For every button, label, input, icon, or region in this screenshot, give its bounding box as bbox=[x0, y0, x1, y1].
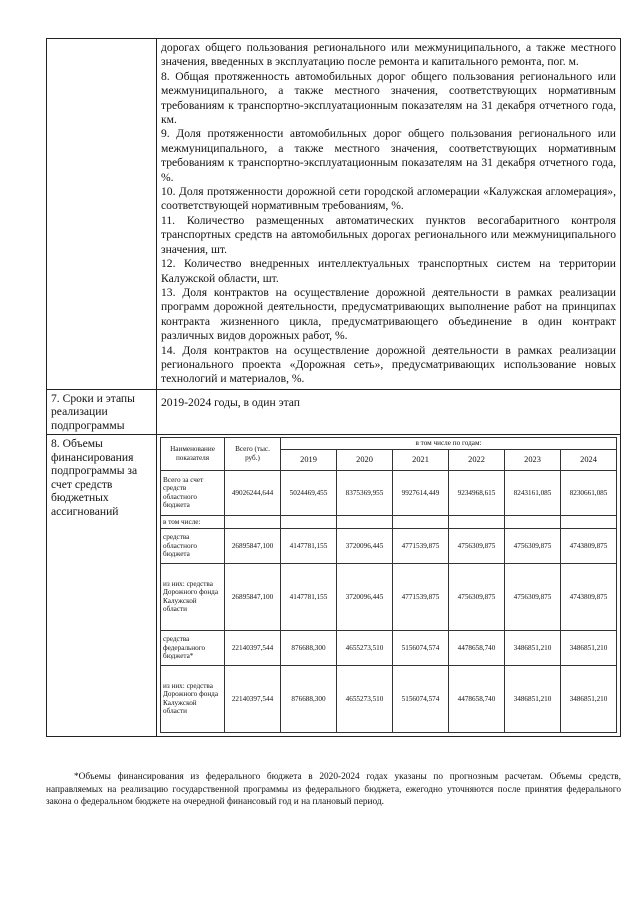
indicator-item-9: 9. Доля протяженности автомобильных дорог общего пользования регионального или межмуниципального, а также местного значения, соответствующих нормативным требованиям к транспортно-эксплуатационным показателям на 31 декабря отчетного года, %. bbox=[161, 127, 616, 184]
finance-row-name: в том числе: bbox=[161, 515, 225, 528]
finance-cell-2022: 4478658,740 bbox=[449, 665, 505, 732]
finance-label: 8. Объемы финансирования подпрограммы за счет средств бюджетных ассигнований bbox=[47, 435, 157, 737]
finance-row-name: средства федерального бюджета* bbox=[161, 630, 225, 665]
finance-cell-2022: 4756309,875 bbox=[449, 528, 505, 563]
finance-cell-2023: 4756309,875 bbox=[505, 563, 561, 630]
finance-cell-2019 bbox=[281, 515, 337, 528]
finance-cell-2022 bbox=[449, 515, 505, 528]
target-indicators-row bbox=[47, 39, 621, 390]
finance-row-total-value: 49026244,644 bbox=[225, 470, 281, 515]
finance-cell-2021: 9927614,449 bbox=[393, 470, 449, 515]
finance-cell-2019: 876688,300 bbox=[281, 630, 337, 665]
finance-header-row-1 bbox=[161, 438, 617, 450]
terms-value: 2019-2024 годы, в один этап bbox=[157, 389, 621, 435]
indicator-item-11: 11. Количество размещенных автоматических пунктов весогабаритного контроля транспортных средств на автомобильных дорогах регионального или межмуниципального значения, шт. bbox=[161, 213, 616, 256]
finance-table bbox=[160, 437, 617, 733]
finance-cell-2019: 4147781,155 bbox=[281, 563, 337, 630]
year-2024-header: 2024 bbox=[561, 449, 617, 470]
finance-row bbox=[47, 435, 621, 737]
indicator-item-10: 10. Доля протяженности дорожной сети городской агломерации «Калужская агломерация», соответствующей нормативным требованиям, %. bbox=[161, 185, 616, 213]
finance-cell-2020: 8375369,955 bbox=[337, 470, 393, 515]
finance-cell-2021: 4771539,875 bbox=[393, 563, 449, 630]
finance-row-name: средства областного бюджета bbox=[161, 528, 225, 563]
finance-cell-2022: 4478658,740 bbox=[449, 630, 505, 665]
finance-cell-2024: 3486851,210 bbox=[561, 630, 617, 665]
finance-cell-2022: 9234968,615 bbox=[449, 470, 505, 515]
indicator-item-12: 12. Количество внедренных интеллектуальных транспортных систем на территории Калужской области, шт. bbox=[161, 257, 616, 285]
finance-cell-2023: 8243161,085 bbox=[505, 470, 561, 515]
indicator-continuation-text: дорогах общего пользования регионального или межмуниципального, а также местного значения, введенных в эксплуатацию после ремонта и капитального ремонта, пог. м. bbox=[161, 41, 616, 69]
footnote bbox=[46, 771, 621, 809]
finance-row-total-value: 26895847,100 bbox=[225, 528, 281, 563]
finance-row-name: из них: средства Дорожного фонда Калужской области bbox=[161, 563, 225, 630]
terms-label: 7. Сроки и этапы реализации подпрограммы bbox=[47, 389, 157, 435]
finance-cell-2024: 8230661,085 bbox=[561, 470, 617, 515]
finance-cell-2021 bbox=[393, 515, 449, 528]
finance-cell-2024: 3486851,210 bbox=[561, 665, 617, 732]
finance-row-regional bbox=[161, 528, 617, 563]
finance-row-federal bbox=[161, 630, 617, 665]
year-2020-header: 2020 bbox=[337, 449, 393, 470]
finance-row-name: из них: средства Дорожного фонда Калужской области bbox=[161, 665, 225, 732]
year-2023-header: 2023 bbox=[505, 449, 561, 470]
terms-row bbox=[47, 389, 621, 435]
finance-cell-2019: 4147781,155 bbox=[281, 528, 337, 563]
finance-cell-2022: 4756309,875 bbox=[449, 563, 505, 630]
year-2019-header: 2019 bbox=[281, 449, 337, 470]
finance-cell-2019: 876688,300 bbox=[281, 665, 337, 732]
finance-cell-2024: 4743809,875 bbox=[561, 528, 617, 563]
finance-cell-2023 bbox=[505, 515, 561, 528]
finance-row-total-value bbox=[225, 515, 281, 528]
col-name-header: Наименование показателя bbox=[161, 438, 225, 471]
target-indicators-label-cell bbox=[47, 39, 157, 390]
year-2021-header: 2021 bbox=[393, 449, 449, 470]
finance-row-total-value: 22140397,544 bbox=[225, 665, 281, 732]
finance-cell-2023: 3486851,210 bbox=[505, 665, 561, 732]
finance-row-regional-road-fund bbox=[161, 563, 617, 630]
finance-cell-2020: 3720096,445 bbox=[337, 563, 393, 630]
indicator-item-13: 13. Доля контрактов на осуществление дорожной деятельности в рамках реализации программ дорожной деятельности, предусматривающих выполнение работ на принципах контракта жизненного цикла, предусматривающего объединение в один контракт различных видов дорожных работ, %. bbox=[161, 285, 616, 343]
finance-cell-2021: 5156074,574 bbox=[393, 665, 449, 732]
finance-content bbox=[157, 435, 621, 737]
years-header: в том числе по годам: bbox=[281, 438, 617, 450]
finance-row-total-value: 26895847,100 bbox=[225, 563, 281, 630]
finance-cell-2019: 5024469,455 bbox=[281, 470, 337, 515]
finance-cell-2020: 4655273,510 bbox=[337, 665, 393, 732]
finance-cell-2023: 3486851,210 bbox=[505, 630, 561, 665]
col-total-header: Всего (тыс. руб.) bbox=[225, 438, 281, 471]
finance-cell-2020: 3720096,445 bbox=[337, 528, 393, 563]
year-2022-header: 2022 bbox=[449, 449, 505, 470]
finance-row-federal-road-fund bbox=[161, 665, 617, 732]
finance-cell-2020 bbox=[337, 515, 393, 528]
finance-row-total bbox=[161, 470, 617, 515]
finance-cell-2024 bbox=[561, 515, 617, 528]
finance-cell-2021: 4771539,875 bbox=[393, 528, 449, 563]
footnote-text: *Объемы финансирования из федерального бюджета в 2020-2024 годах указаны по прогнозным расчетам. Объемы средств, направляемых на реализацию государственной программы из федерального бюджета, ежегодно уточняются после принятия федерального закона о федеральном бюджете на очередной финансовый год и на плановый период. bbox=[46, 772, 621, 808]
finance-cell-2021: 5156074,574 bbox=[393, 630, 449, 665]
finance-cell-2023: 4756309,875 bbox=[505, 528, 561, 563]
indicator-item-8: 8. Общая протяженность автомобильных дорог общего пользования регионального или межмуниципального, а также местного значения, соответствующих нормативным требованиям к транспортно-эксплуатационным показателям на 31 декабря отчетного года, км. bbox=[161, 69, 616, 127]
finance-cell-2024: 4743809,875 bbox=[561, 563, 617, 630]
finance-row-including bbox=[161, 515, 617, 528]
finance-row-total-value: 22140397,544 bbox=[225, 630, 281, 665]
finance-row-name: Всего за счет средств областного бюджета bbox=[161, 470, 225, 515]
indicator-item-14: 14. Доля контрактов на осуществление дорожной деятельности в рамках реализации регионального проекта «Дорожная сеть», предусматривающих использование новых технологий и материалов, %. bbox=[161, 343, 616, 386]
passport-table bbox=[46, 38, 621, 737]
target-indicators-content bbox=[157, 39, 621, 390]
finance-cell-2020: 4655273,510 bbox=[337, 630, 393, 665]
